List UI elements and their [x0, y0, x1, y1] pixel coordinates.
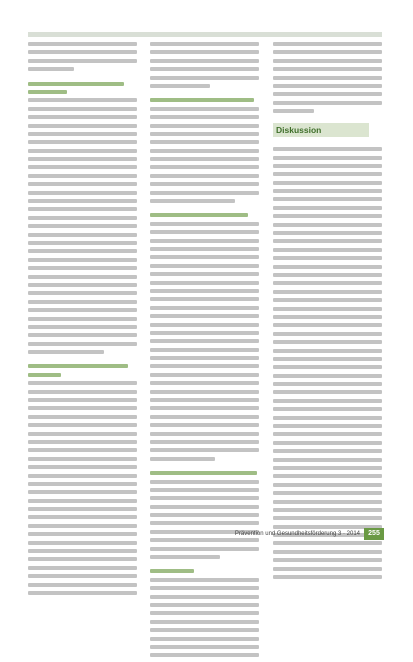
- text-column-3: [273, 42, 382, 583]
- text-column-1: [28, 42, 137, 599]
- paragraph-placeholder: [150, 222, 259, 461]
- page-footer: [234, 528, 384, 540]
- paragraph-placeholder: [28, 42, 137, 71]
- section-heading: [150, 213, 259, 217]
- section-heading: [150, 471, 259, 475]
- paragraph-placeholder: [150, 578, 259, 658]
- page-number: 255: [364, 528, 384, 540]
- text-column-2: [150, 42, 259, 662]
- discussion-heading: Diskussion: [276, 125, 322, 136]
- paragraph-placeholder: [28, 98, 137, 354]
- section-heading: [28, 364, 137, 376]
- paragraph-placeholder: [28, 381, 137, 595]
- discussion-heading-box: [273, 123, 382, 135]
- paragraph-placeholder: [273, 42, 382, 113]
- section-heading: [150, 569, 259, 573]
- header-rule: [28, 32, 382, 37]
- paragraph-placeholder: [273, 147, 382, 579]
- paragraph-placeholder: [150, 42, 259, 88]
- journal-issue-label: Prävention und Gesundheitsförderung 3 · 2014: [234, 531, 360, 537]
- section-heading: [150, 98, 259, 102]
- paragraph-placeholder: [150, 480, 259, 560]
- paragraph-placeholder: [150, 107, 259, 203]
- section-heading: [28, 82, 137, 94]
